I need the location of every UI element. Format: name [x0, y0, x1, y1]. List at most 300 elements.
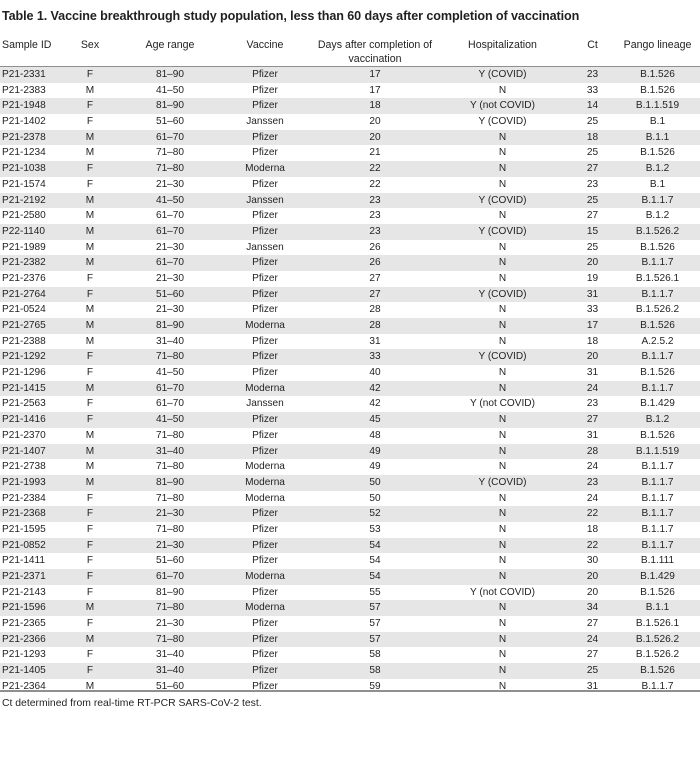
- cell-age-range: 61–70: [155, 210, 185, 222]
- cell-days: 57: [369, 618, 381, 630]
- cell-age-range: 61–70: [155, 382, 185, 394]
- cell-hospitalization: N: [498, 633, 507, 645]
- cell-sample-id: P21-2580: [2, 210, 46, 222]
- cell-days: 42: [369, 398, 381, 410]
- cell-hospitalization: N: [498, 367, 507, 379]
- cell-days: 53: [369, 523, 381, 535]
- cell-pango-lineage: B.1.1.519: [635, 445, 680, 457]
- cell-pango-lineage: B.1.1: [645, 131, 670, 143]
- cell-sample-id: P21-2378: [2, 131, 46, 143]
- cell-days: 23: [369, 194, 381, 206]
- table-row: [0, 161, 700, 177]
- table-row: [0, 255, 700, 271]
- cell-age-range: 71–80: [155, 147, 185, 159]
- cell-ct: 20: [586, 257, 599, 269]
- cell-vaccine: Pfizer: [252, 272, 278, 284]
- table-row: [0, 381, 700, 397]
- cell-pango-lineage: B.1.2: [645, 210, 670, 222]
- cell-ct: 20: [586, 586, 599, 598]
- cell-age-range: 71–80: [155, 523, 185, 535]
- cell-days: 59: [369, 680, 381, 692]
- cell-hospitalization: N: [498, 445, 507, 457]
- header-days-after-vaccination: Days after completion of vaccination: [317, 39, 433, 65]
- table-row: [0, 271, 700, 287]
- cell-pango-lineage: B.1.1.7: [641, 476, 674, 488]
- cell-hospitalization: N: [498, 429, 507, 441]
- table-row: [0, 538, 700, 554]
- cell-hospitalization: N: [498, 649, 507, 661]
- cell-days: 48: [369, 429, 381, 441]
- cell-sex: F: [86, 414, 94, 426]
- cell-vaccine: Pfizer: [252, 225, 278, 237]
- cell-hospitalization: N: [498, 492, 507, 504]
- cell-ct: 23: [586, 69, 599, 80]
- cell-hospitalization: Y (COVID): [478, 351, 527, 363]
- cell-days: 40: [369, 367, 381, 379]
- cell-hospitalization: N: [498, 178, 507, 190]
- cell-ct: 14: [586, 100, 599, 112]
- cell-pango-lineage: B.1.429: [640, 398, 675, 410]
- cell-hospitalization: N: [498, 665, 507, 677]
- cell-vaccine: Pfizer: [252, 445, 278, 457]
- cell-sex: F: [86, 586, 94, 598]
- cell-vaccine: Pfizer: [252, 429, 278, 441]
- cell-ct: 23: [586, 476, 599, 488]
- cell-hospitalization: Y (COVID): [478, 225, 527, 237]
- cell-vaccine: Pfizer: [252, 288, 278, 300]
- cell-hospitalization: N: [498, 320, 507, 331]
- cell-sample-id: P21-2764: [2, 288, 46, 300]
- cell-pango-lineage: B.1.526: [640, 586, 675, 598]
- table-row: [0, 145, 700, 161]
- table-row: [0, 444, 700, 460]
- cell-sample-id: P21-2143: [2, 586, 46, 598]
- cell-vaccine: Pfizer: [252, 210, 278, 222]
- cell-days: 54: [369, 555, 381, 567]
- cell-vaccine: Pfizer: [252, 680, 278, 692]
- cell-sample-id: P22-1140: [2, 225, 46, 237]
- cell-pango-lineage: B.1.2: [645, 163, 670, 175]
- table-row: [0, 553, 700, 569]
- cell-pango-lineage: B.1.1.7: [641, 492, 674, 504]
- cell-sample-id: P21-2331: [2, 69, 46, 80]
- cell-ct: 15: [586, 225, 599, 237]
- cell-sample-id: P21-1411: [2, 555, 46, 567]
- cell-sample-id: P21-2366: [2, 633, 46, 645]
- table-row: [0, 569, 700, 585]
- cell-pango-lineage: B.1.1.7: [641, 194, 674, 206]
- cell-hospitalization: N: [498, 382, 507, 394]
- cell-days: 26: [369, 257, 381, 269]
- cell-vaccine: Janssen: [246, 241, 284, 253]
- cell-age-range: 51–60: [155, 680, 185, 692]
- table-row: [0, 663, 700, 679]
- cell-age-range: 21–30: [155, 272, 185, 284]
- cell-hospitalization: N: [498, 163, 507, 175]
- cell-ct: 18: [586, 523, 599, 535]
- cell-pango-lineage: B.1.526.2: [635, 304, 680, 316]
- table-row: [0, 83, 700, 99]
- cell-sex: M: [85, 84, 95, 96]
- cell-pango-lineage: B.1.1.519: [635, 100, 680, 112]
- cell-age-range: 41–50: [155, 367, 185, 379]
- cell-hospitalization: N: [498, 84, 507, 96]
- cell-hospitalization: Y (not COVID): [470, 100, 535, 112]
- table-row: [0, 208, 700, 224]
- cell-vaccine: Janssen: [246, 194, 284, 206]
- cell-pango-lineage: B.1.1.7: [641, 351, 674, 363]
- cell-sex: F: [86, 69, 94, 80]
- table-row: [0, 224, 700, 240]
- cell-sample-id: P21-1292: [2, 351, 46, 363]
- cell-ct: 25: [586, 241, 599, 253]
- cell-age-range: 81–90: [155, 476, 185, 488]
- cell-pango-lineage: B.1.1: [645, 602, 670, 614]
- cell-sex: F: [86, 351, 94, 363]
- cell-days: 58: [369, 649, 381, 661]
- cell-hospitalization: N: [498, 131, 507, 143]
- cell-pango-lineage: A.2.5.2: [641, 335, 674, 347]
- cell-sex: F: [86, 163, 94, 175]
- cell-days: 27: [369, 272, 381, 284]
- cell-ct: 28: [586, 445, 599, 457]
- cell-age-range: 31–40: [155, 665, 185, 677]
- cell-days: 23: [369, 225, 381, 237]
- cell-ct: 24: [586, 492, 599, 504]
- cell-vaccine: Pfizer: [252, 178, 278, 190]
- cell-sex: F: [86, 116, 94, 128]
- cell-age-range: 61–70: [155, 131, 185, 143]
- cell-days: 23: [369, 210, 381, 222]
- table-row: [0, 114, 700, 130]
- cell-pango-lineage: B.1.526: [640, 147, 675, 159]
- cell-age-range: 21–30: [155, 539, 185, 551]
- cell-age-range: 81–90: [155, 320, 185, 331]
- cell-sex: M: [85, 633, 95, 645]
- cell-days: 22: [369, 163, 381, 175]
- cell-sex: F: [86, 367, 94, 379]
- cell-age-range: 61–70: [155, 257, 185, 269]
- header-vaccine: Vaccine: [246, 39, 284, 51]
- cell-vaccine: Pfizer: [252, 539, 278, 551]
- cell-sample-id: P21-2371: [2, 571, 46, 582]
- table-title: Table 1. Vaccine breakthrough study population, less than 60 days after completion of vaccination: [2, 9, 580, 23]
- cell-days: 20: [369, 116, 381, 128]
- cell-pango-lineage: B.1.526.2: [635, 633, 680, 645]
- cell-ct: 19: [586, 272, 599, 284]
- cell-days: 57: [369, 602, 381, 614]
- cell-vaccine: Pfizer: [252, 84, 278, 96]
- table-row: [0, 396, 700, 412]
- table-row: [0, 632, 700, 648]
- cell-pango-lineage: B.1.429: [640, 571, 675, 582]
- cell-sex: M: [85, 225, 95, 237]
- table-row: [0, 67, 700, 83]
- cell-days: 57: [369, 633, 381, 645]
- cell-ct: 27: [586, 649, 599, 661]
- cell-age-range: 71–80: [155, 602, 185, 614]
- cell-ct: 25: [586, 116, 599, 128]
- cell-ct: 23: [586, 178, 599, 190]
- table-row: [0, 240, 700, 256]
- cell-sex: M: [85, 147, 95, 159]
- table-row: [0, 522, 700, 538]
- cell-ct: 30: [586, 555, 599, 567]
- cell-vaccine: Pfizer: [252, 586, 278, 598]
- cell-age-range: 41–50: [155, 84, 185, 96]
- cell-age-range: 51–60: [155, 288, 185, 300]
- cell-vaccine: Pfizer: [252, 257, 278, 269]
- cell-sex: M: [85, 335, 95, 347]
- table-row: [0, 334, 700, 350]
- cell-ct: 34: [586, 602, 599, 614]
- cell-age-range: 51–60: [155, 555, 185, 567]
- cell-vaccine: Moderna: [245, 476, 285, 488]
- cell-vaccine: Moderna: [245, 461, 285, 473]
- cell-sex: M: [85, 429, 95, 441]
- cell-age-range: 31–40: [155, 649, 185, 661]
- cell-vaccine: Moderna: [245, 163, 285, 175]
- cell-hospitalization: Y (COVID): [478, 116, 527, 128]
- cell-sample-id: P21-0524: [2, 304, 46, 316]
- cell-sex: F: [86, 272, 94, 284]
- cell-days: 33: [369, 351, 381, 363]
- cell-hospitalization: Y (COVID): [478, 288, 527, 300]
- cell-sample-id: P21-1296: [2, 367, 46, 379]
- cell-age-range: 61–70: [155, 571, 185, 582]
- cell-vaccine: Pfizer: [252, 351, 278, 363]
- cell-days: 21: [369, 147, 381, 159]
- cell-sex: F: [86, 523, 94, 535]
- cell-vaccine: Pfizer: [252, 69, 278, 80]
- cell-vaccine: Moderna: [245, 382, 285, 394]
- cell-hospitalization: N: [498, 257, 507, 269]
- cell-ct: 23: [586, 398, 599, 410]
- cell-vaccine: Moderna: [245, 492, 285, 504]
- cell-vaccine: Pfizer: [252, 508, 278, 520]
- header-hospitalization: Hospitalization: [468, 39, 537, 51]
- cell-days: 28: [369, 304, 381, 316]
- cell-vaccine: Janssen: [246, 116, 284, 128]
- table-row: [0, 428, 700, 444]
- table-body: [0, 67, 700, 695]
- cell-pango-lineage: B.1.1.7: [641, 523, 674, 535]
- cell-hospitalization: Y (not COVID): [470, 586, 535, 598]
- cell-sex: F: [86, 178, 94, 190]
- cell-pango-lineage: B.1.526: [640, 665, 675, 677]
- cell-sample-id: P21-1402: [2, 116, 46, 128]
- cell-sample-id: P21-1596: [2, 602, 46, 614]
- cell-pango-lineage: B.1.526: [640, 69, 675, 80]
- cell-ct: 31: [586, 288, 599, 300]
- header-sex: Sex: [80, 39, 100, 51]
- table-footnote: Ct determined from real-time RT-PCR SARS-CoV-2 test.: [2, 698, 262, 709]
- cell-hospitalization: N: [498, 241, 507, 253]
- cell-ct: 33: [586, 304, 599, 316]
- cell-sample-id: P21-2383: [2, 84, 46, 96]
- table-row: [0, 600, 700, 616]
- cell-days: 49: [369, 461, 381, 473]
- table-row: [0, 130, 700, 146]
- table-row: [0, 616, 700, 632]
- table-row: [0, 318, 700, 334]
- table-bottom-rule: [0, 690, 700, 692]
- cell-hospitalization: Y (COVID): [478, 194, 527, 206]
- table-header: [0, 34, 700, 68]
- cell-ct: 25: [586, 665, 599, 677]
- cell-ct: 31: [586, 367, 599, 379]
- cell-sex: M: [85, 476, 95, 488]
- cell-sex: M: [85, 382, 95, 394]
- cell-days: 31: [369, 335, 381, 347]
- cell-pango-lineage: B.1.1.7: [641, 288, 674, 300]
- cell-sex: F: [86, 492, 94, 504]
- cell-sample-id: P21-1948: [2, 100, 46, 112]
- cell-age-range: 21–30: [155, 618, 185, 630]
- cell-pango-lineage: B.1.526.1: [635, 618, 680, 630]
- cell-days: 42: [369, 382, 381, 394]
- cell-sex: F: [86, 665, 94, 677]
- cell-sample-id: P21-2365: [2, 618, 46, 630]
- table-row: [0, 475, 700, 491]
- table-row: [0, 491, 700, 507]
- cell-days: 27: [369, 288, 381, 300]
- cell-ct: 18: [586, 131, 599, 143]
- cell-ct: 27: [586, 163, 599, 175]
- cell-days: 22: [369, 178, 381, 190]
- cell-days: 26: [369, 241, 381, 253]
- cell-hospitalization: N: [498, 147, 507, 159]
- header-sample-id: Sample ID: [2, 39, 52, 51]
- cell-age-range: 81–90: [155, 100, 185, 112]
- cell-pango-lineage: B.1.526.2: [635, 225, 680, 237]
- cell-pango-lineage: B.1.526: [640, 241, 675, 253]
- table-row: [0, 193, 700, 209]
- cell-sex: F: [86, 539, 94, 551]
- cell-sex: M: [85, 257, 95, 269]
- cell-age-range: 71–80: [155, 429, 185, 441]
- cell-sex: M: [85, 461, 95, 473]
- cell-days: 28: [369, 320, 381, 331]
- cell-age-range: 21–30: [155, 304, 185, 316]
- cell-pango-lineage: B.1.1.7: [641, 680, 674, 692]
- cell-hospitalization: N: [498, 602, 507, 614]
- cell-pango-lineage: B.1.526: [640, 320, 675, 331]
- cell-vaccine: Pfizer: [252, 367, 278, 379]
- cell-sample-id: P21-1416: [2, 414, 46, 426]
- cell-sex: M: [85, 445, 95, 457]
- cell-sample-id: P21-1595: [2, 523, 46, 535]
- cell-hospitalization: N: [498, 618, 507, 630]
- cell-hospitalization: N: [498, 523, 507, 535]
- cell-pango-lineage: B.1.1.7: [641, 461, 674, 473]
- cell-age-range: 71–80: [155, 351, 185, 363]
- cell-sample-id: P21-1574: [2, 178, 46, 190]
- cell-sample-id: P21-2368: [2, 508, 46, 520]
- cell-sample-id: P21-1038: [2, 163, 46, 175]
- cell-vaccine: Pfizer: [252, 100, 278, 112]
- cell-age-range: 21–30: [155, 241, 185, 253]
- cell-sample-id: P21-1405: [2, 665, 46, 677]
- cell-hospitalization: Y (COVID): [478, 69, 527, 80]
- cell-hospitalization: N: [498, 461, 507, 473]
- cell-vaccine: Pfizer: [252, 618, 278, 630]
- cell-sex: M: [85, 131, 95, 143]
- table-row: [0, 287, 700, 303]
- cell-vaccine: Moderna: [245, 320, 285, 331]
- cell-sample-id: P21-1993: [2, 476, 46, 488]
- cell-pango-lineage: B.1.526: [640, 367, 675, 379]
- cell-sex: F: [86, 100, 94, 112]
- cell-days: 52: [369, 508, 381, 520]
- cell-sex: M: [85, 602, 95, 614]
- header-pango-lineage: Pango lineage: [623, 39, 692, 51]
- cell-age-range: 71–80: [155, 461, 185, 473]
- cell-hospitalization: Y (COVID): [478, 476, 527, 488]
- cell-ct: 27: [586, 210, 599, 222]
- cell-hospitalization: N: [498, 304, 507, 316]
- cell-age-range: 41–50: [155, 414, 185, 426]
- cell-pango-lineage: B.1.1.7: [641, 257, 674, 269]
- cell-pango-lineage: B.1.526.2: [635, 649, 680, 661]
- table-row: [0, 585, 700, 601]
- cell-sex: M: [85, 194, 95, 206]
- cell-days: 50: [369, 492, 381, 504]
- cell-ct: 31: [586, 429, 599, 441]
- cell-vaccine: Pfizer: [252, 335, 278, 347]
- cell-hospitalization: N: [498, 272, 507, 284]
- cell-days: 18: [369, 100, 381, 112]
- cell-hospitalization: N: [498, 555, 507, 567]
- cell-sample-id: P21-1415: [2, 382, 46, 394]
- cell-hospitalization: N: [498, 508, 507, 520]
- table-row: [0, 412, 700, 428]
- cell-sample-id: P21-2364: [2, 680, 46, 692]
- cell-sex: F: [86, 508, 94, 520]
- cell-sample-id: P21-2192: [2, 194, 46, 206]
- cell-pango-lineage: B.1: [649, 116, 666, 128]
- cell-sex: M: [85, 680, 95, 692]
- cell-hospitalization: N: [498, 539, 507, 551]
- cell-pango-lineage: B.1.526.1: [635, 272, 680, 284]
- cell-sample-id: P21-1407: [2, 445, 46, 457]
- cell-vaccine: Moderna: [245, 571, 285, 582]
- cell-days: 54: [369, 539, 381, 551]
- table-row: [0, 459, 700, 475]
- cell-vaccine: Pfizer: [252, 649, 278, 661]
- cell-pango-lineage: B.1.526: [640, 84, 675, 96]
- cell-sex: F: [86, 288, 94, 300]
- cell-hospitalization: N: [498, 414, 507, 426]
- cell-age-range: 31–40: [155, 335, 185, 347]
- cell-age-range: 81–90: [155, 69, 185, 80]
- cell-hospitalization: N: [498, 210, 507, 222]
- cell-ct: 27: [586, 618, 599, 630]
- cell-ct: 24: [586, 633, 599, 645]
- cell-vaccine: Pfizer: [252, 555, 278, 567]
- table-row: [0, 349, 700, 365]
- cell-vaccine: Pfizer: [252, 131, 278, 143]
- cell-sample-id: P21-1989: [2, 241, 46, 253]
- cell-ct: 22: [586, 539, 599, 551]
- cell-vaccine: Pfizer: [252, 147, 278, 159]
- cell-sample-id: P21-2370: [2, 429, 46, 441]
- table-row: [0, 647, 700, 663]
- cell-days: 58: [369, 665, 381, 677]
- cell-age-range: 71–80: [155, 163, 185, 175]
- cell-sex: F: [86, 555, 94, 567]
- cell-vaccine: Moderna: [245, 602, 285, 614]
